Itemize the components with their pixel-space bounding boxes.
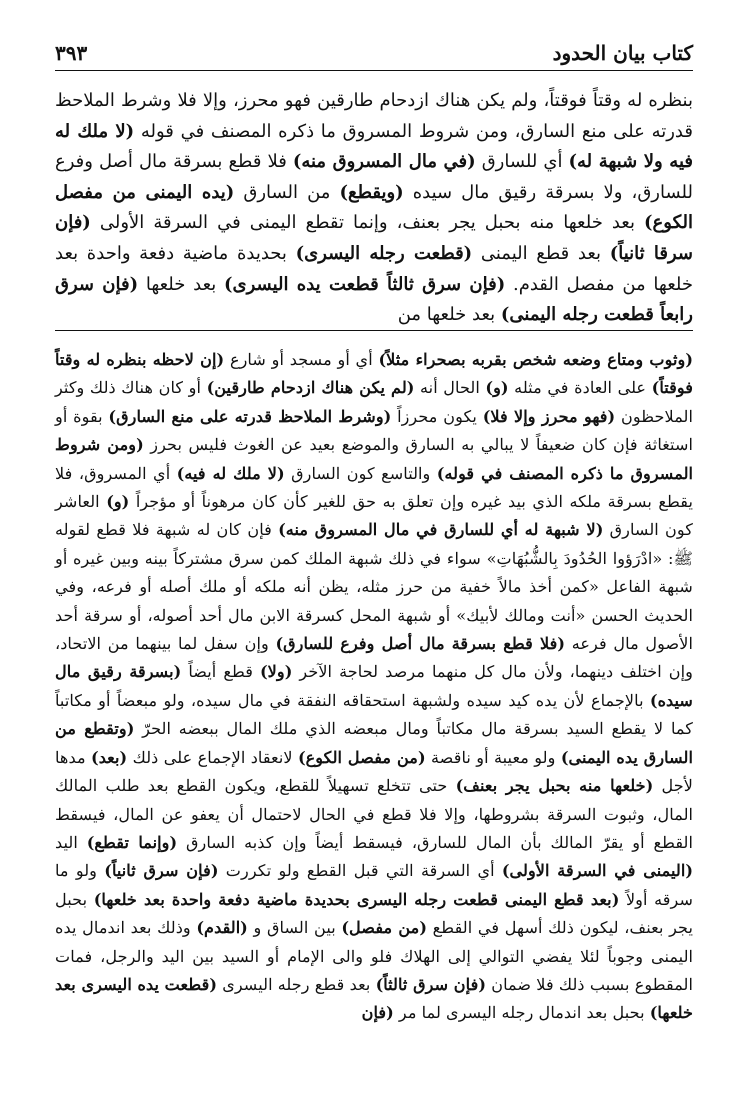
- text-segment: وذلك بعد اندمال يده اليمنى وجوباً لئلا يفضي التوالي إلى الهلاك فلو والى الإمام أو السيد بين اليد والرجل، فمات المقطوع بسبب ذلك فلا ضمان: [55, 918, 693, 994]
- text-segment: بنظره له وقتاً فوقتاً، ولم يكن هناك ازدحام طارقين فهو محرز، وإلا فلا وشرط الملاحظ قدرته على منع السارق، ومن شروط المسروق ما ذكره المصنف في قوله: [55, 90, 693, 142]
- footnote-divider: [55, 330, 693, 331]
- text-segment: قطع أيضاً: [181, 662, 260, 682]
- bold-segment: (فهو محرز وإلا فلا): [482, 406, 616, 426]
- bold-segment: (وإنما تقطع): [86, 832, 178, 852]
- bold-segment: (بعد قطع اليمنى قطعت رجله اليسرى بحديدة ماضية دفعة واحدة بعد خلعها): [93, 889, 620, 909]
- bold-segment: (فإن: [361, 1003, 394, 1023]
- bold-segment: (ومن شروط المسروق ما ذكره المصنف في قوله): [55, 435, 694, 483]
- text-segment: بقوة أو استغاثة فإن كان ضعيفاً لا يبالي به السارق والموضع بعيد عن الغوث فليس بحرز: [55, 406, 694, 455]
- text-segment: بعد قطع اليمنى: [472, 242, 610, 264]
- text-segment: فإن كان له شبهة فلا قطع لقوله ﷺ: «ادْرَؤوا الحُدُودَ بِالشُّبُهَاتِ» سواء في ذلك شبهة الملك كمن سرق مشتركاً بينه وبين غيره أو شبهة الفاعل «كمن أخذ مالاً خفية من حرز مثله، يظن أنه ملكه أو ملك أصله أو فرعه، وفي الحديث الحسن «أنت ومالك لأبيك» أو شبهة المحل كسرقة الابن مال أحد أصوله، أو سرقة أحد الأصول مال فرعه: [55, 520, 693, 654]
- text-segment: بحبل بعد اندمال رجله اليسرى لما مر: [393, 1003, 650, 1023]
- book-title: كتاب بيان الحدود: [552, 41, 693, 65]
- page-number: ٣٩٣: [55, 41, 88, 65]
- bold-segment: (فإن سرق ثالثاً): [375, 974, 487, 994]
- text-segment: بعد خلعها: [138, 273, 224, 295]
- bold-segment: (بعد): [91, 747, 128, 767]
- text-segment: بعد قطع رجله اليسرى: [217, 974, 376, 994]
- text-segment: والتاسع كون السارق: [284, 463, 437, 483]
- text-segment: وإن سفل لما بينهما من الاتحاد، وإن اختلف دينهما، ولأن مال كل منهما مرصد لحاجة الآخر: [55, 634, 693, 682]
- page-header: [55, 36, 693, 71]
- bold-segment: (يده اليمنى من مفصل الكوع): [55, 181, 693, 234]
- bold-segment: (لا ملك له فيه): [176, 463, 285, 483]
- bold-segment: (وتقطع من السارق يده اليمنى): [55, 719, 693, 767]
- bold-segment: (في مال المسروق منه): [292, 151, 476, 173]
- text-segment: أي السرقة التي قبل القطع ولو تكررت: [218, 861, 502, 881]
- bold-segment: (لم يكن هناك ازدحام طارقين): [206, 378, 415, 398]
- text-segment: ولو ما سرقه أولاً: [55, 861, 694, 909]
- text-segment: على العادة في مثله: [508, 378, 652, 398]
- commentary-text: [55, 346, 693, 1028]
- bold-segment: (و): [106, 492, 130, 512]
- bold-segment: (فإن سرق ثالثاً قطعت يده اليسرى): [224, 273, 506, 295]
- bold-segment: (القدم): [196, 918, 248, 938]
- bold-segment: (فإن سرق رابعاً قطعت رجله اليمنى): [55, 273, 693, 326]
- text-segment: بحديدة ماضية دفعة واحدة بعد خلعها من مفصل القدم.: [55, 242, 693, 295]
- text-segment: بعد خلعها منه بحبل يجر بعنف، وإنما تقطع اليمنى في السرقة الأولى: [90, 212, 645, 234]
- bold-segment: (إن لاحظه بنظره له وقتاً فوقتاً): [55, 350, 693, 398]
- bold-segment: (قطعت يده اليسرى بعد خلعها): [55, 974, 693, 1023]
- text-segment: مدها لأجل: [55, 747, 694, 796]
- text-segment: أو كان هناك ذلك وكثر الملاحظون: [55, 378, 693, 426]
- text-segment: أي المسروق، فلا يقطع بسرقة ملكه الذي بيد غيره وإن تعلق به حق للغير كأن كان مرهوناً أو مؤجراً: [55, 463, 693, 512]
- text-segment: اليد: [55, 832, 87, 852]
- bold-segment: (ويقطع): [339, 181, 404, 203]
- text-segment: لانعقاد الإجماع على ذلك: [127, 747, 298, 767]
- text-segment: الحال أنه: [414, 378, 486, 398]
- text-segment: أي للسارق: [475, 151, 569, 173]
- bold-segment: (قطعت رجله اليسرى): [295, 242, 473, 264]
- bold-segment: (وثوب ومتاع وضعه شخص بقربه بصحراء مثلاً): [378, 350, 693, 369]
- main-paragraph: [55, 86, 693, 331]
- bold-segment: (فإن سرقا ثانياً): [55, 212, 693, 264]
- bold-segment: (لا ملك له فيه ولا شبهة له): [55, 120, 693, 173]
- text-segment: حتى تتخلع تسهيلاً للقطع، ويكون القطع بعد طلب المالك المال، وثبوت السرقة بشروطها، وإلا فلا قطع في الحال لاحتمال أن يعفو عن المال، فيسقط القطع أو يقرّ المالك بأن المال للسارق، فيسقط أيضاً وإن كذبه السارق: [55, 776, 693, 852]
- text-segment: فلا قطع بسرقة مال أصل وفرع للسارق، ولا بسرقة رقيق مال سيده: [55, 151, 693, 203]
- bold-segment: (ولا): [259, 662, 293, 682]
- text-segment: بحبل يجر بعنف، ليكون ذلك أسهل في القطع: [55, 889, 693, 938]
- text-segment: بعد خلعها من: [397, 304, 501, 326]
- bold-segment: (خلعها منه بحبل يجر بعنف): [455, 776, 654, 796]
- bold-segment: (من مفصل الكوع): [297, 747, 426, 767]
- bold-segment: (من مفصل): [341, 918, 428, 938]
- text-segment: بالإجماع لأن يده كيد سيده ولشبهة استحقاقه النفقة في مال سيده، ولو مبعضاً أو مكاتباً كما لا يقطع السيد بسرقة مال مكاتباً ومال مبعضه الذي ملك المال ببعضه الحرّ: [55, 690, 693, 739]
- commentary-paragraph: [55, 346, 693, 1028]
- bold-segment: (وشرط الملاحظ قدرته على منع السارق): [108, 406, 392, 426]
- text-segment: بين الساق و: [247, 918, 342, 938]
- text-segment: من السارق: [234, 181, 340, 203]
- bold-segment: (بسرقة رقيق مال سيده): [55, 662, 693, 710]
- bold-segment: (فإن سرق ثانياً): [104, 861, 219, 881]
- text-segment: أي أو مسجد أو شارع: [224, 350, 379, 369]
- bold-segment: (اليمنى في السرقة الأولى): [501, 861, 693, 881]
- main-text: [55, 86, 693, 331]
- bold-segment: (و): [485, 378, 509, 398]
- text-segment: ولو معيبة أو ناقصة: [425, 747, 561, 767]
- text-segment: يكون محرزاً: [391, 406, 483, 426]
- bold-segment: (فلا قطع بسرقة مال أصل وفرع للسارق): [275, 634, 566, 654]
- text-segment: العاشر كون السارق: [55, 492, 693, 540]
- bold-segment: (لا شبهة له أي للسارق في مال المسروق منه): [278, 520, 604, 540]
